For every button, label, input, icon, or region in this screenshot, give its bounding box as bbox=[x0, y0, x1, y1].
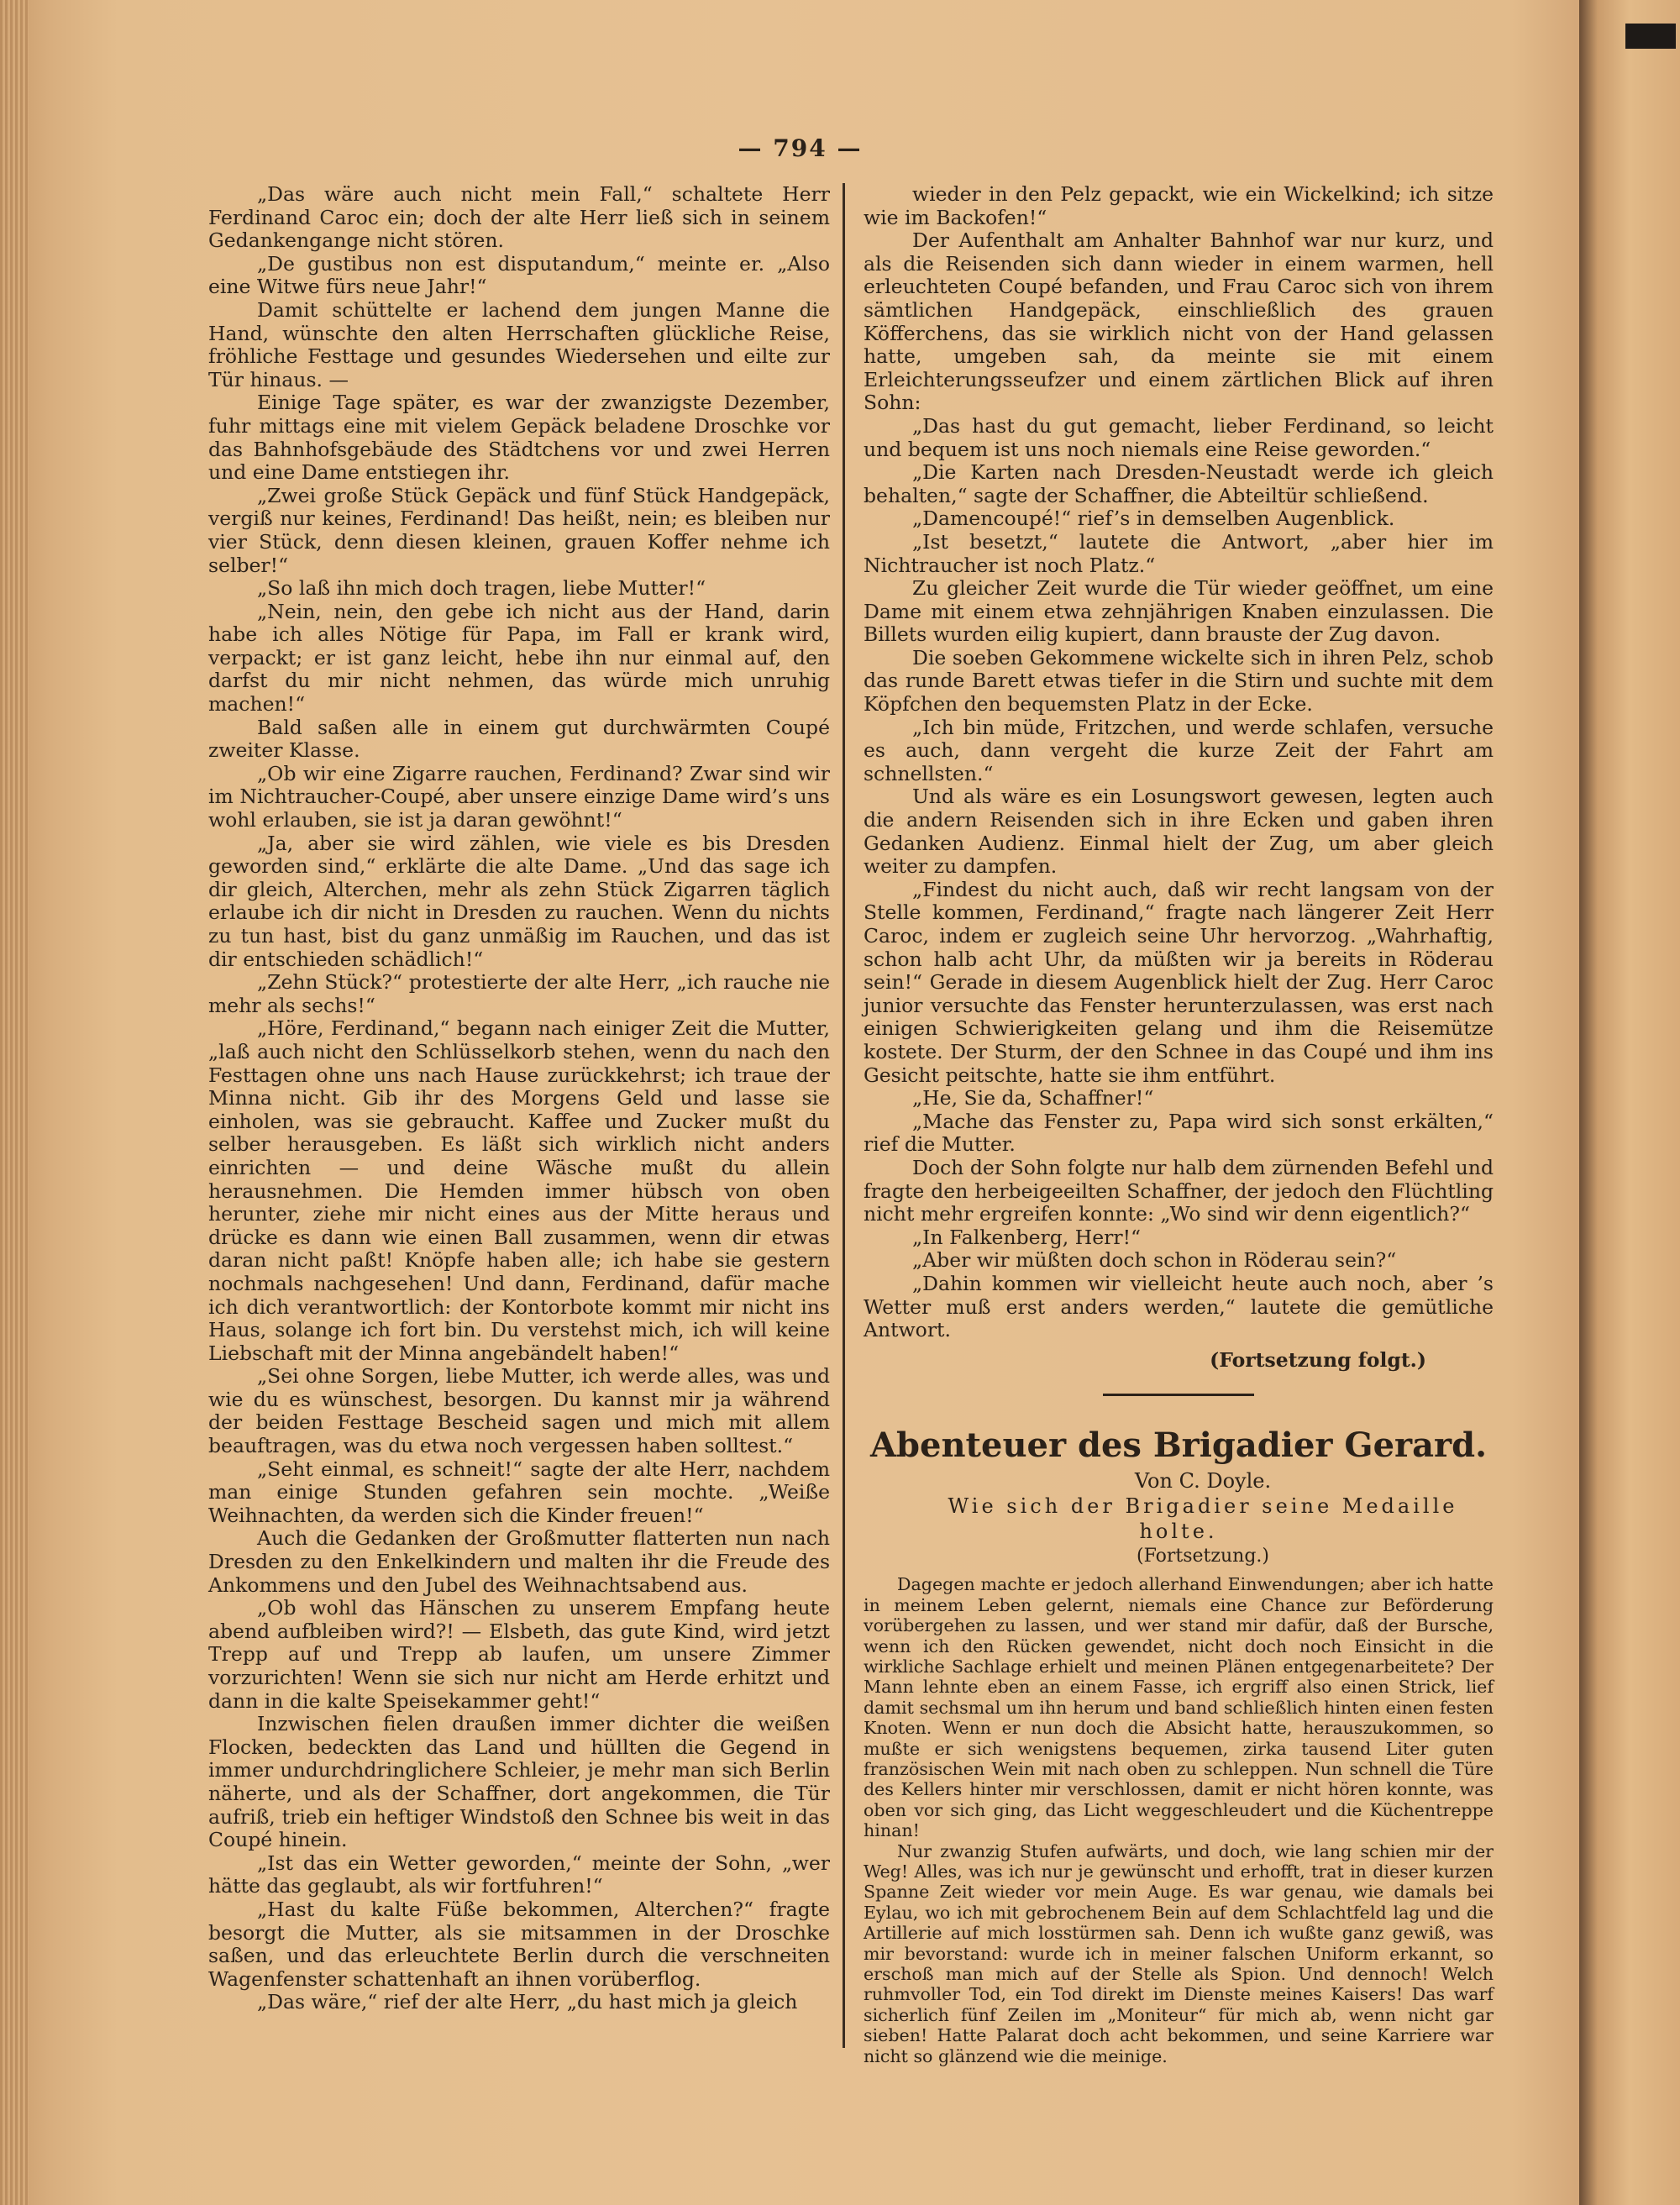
paragraph: „Findest du nicht auch, daß wir recht langsam von der Stelle kommen, Ferdinand,“ fragte nach längerer Zeit Herr Caroc, indem er zugleich seine Uhr hervorzog. „Wahrhaftig, schon halb acht Uhr, da müßten wir ja bereits in Röderau sein!“ Gerade in diesem Augenblick hielt der Zug. Herr Caroc junior versuchte das Fenster herunterzulassen, was erst nach einigen Schwierigkeiten gelang und ihm die Reisemütze kostete. Der Sturm, der den Schnee in das Coupé und ihm ins Gesicht peitschte, hatte sie ihm entführt. bbox=[864, 877, 1494, 1087]
book-page-edges-left bbox=[0, 0, 29, 2205]
scan-corner-mark bbox=[1625, 24, 1676, 49]
paragraph: Einige Tage später, es war der zwanzigste Dezember, fuhr mittags eine mit vielem Gepäck beladene Droschke vor das Bahnhofsgebäude des Städtchens vor und zwei Herren und eine Dame entstiegen ihr. bbox=[208, 391, 830, 485]
paragraph: Auch die Gedanken der Großmutter flatterten nun nach Dresden zu den Enkelkindern und malten ihr die Freude des Ankommens und den Jubel des Weihnachtsabend aus. bbox=[208, 1526, 830, 1597]
serial-continuation bbox=[864, 183, 1494, 1342]
paragraph: „Mache das Fenster zu, Papa wird sich sonst erkälten,“ rief die Mutter. bbox=[864, 1109, 1494, 1157]
paragraph: Zu gleicher Zeit wurde die Tür wieder geöffnet, um eine Dame mit einem etwa zehnjährigen Knaben einzulassen. Die Billets wurden eilig kupiert, dann brauste der Zug davon. bbox=[864, 576, 1494, 647]
paragraph: Die soeben Gekommene wickelte sich in ihren Pelz, schob das runde Barett etwas tiefer in die Stirn und suchte mit dem Köpfchen den bequemsten Platz in der Ecke. bbox=[864, 645, 1494, 717]
paragraph: „Höre, Ferdinand,“ begann nach einiger Zeit die Mutter, „laß auch nicht den Schlüsselkorb stehen, wenn du nach den Festtagen ohne uns nach Hause zurückkehrst; ich traue der Minna nicht. Gib ihr des Morgens Geld und lasse sie einholen, was sie gebraucht. Kaffee und Zucker mußt du selber herausgeben. Es läßt sich wirklich nicht anders einrichten — und deine Wäsche mußt du allein herausnehmen. Die Hemden immer hübsch von oben herunter, ziehe mir nicht eines aus der Mitte heraus und drücke es dann wie einen Ball zusammen, wenn dir etwas daran nicht paßt! Knöpfe haben alle; ich habe sie gestern nochmals nachgesehen! Und dann, Ferdinand, dafür mache ich dich verantwortlich: der Kontorbote kommt mir nicht ins Haus, solange ich fort bin. Du verstehst mich, ich will keine Liebschaft mit der Minna angebändelt haben!“ bbox=[208, 1016, 830, 1365]
paragraph: „Aber wir müßten doch schon in Röderau sein?“ bbox=[912, 1248, 1397, 1273]
book-spine-right bbox=[1579, 0, 1680, 2205]
paragraph: Der Aufenthalt am Anhalter Bahnhof war nur kurz, und als die Reisenden sich dann wieder in einem warmen, hell erleuchteten Coupé befanden, und Frau Caroc sich von ihrem sämtlichen Handgepäck, einschließlich des grauen Köfferchens, das sie wirklich nicht von der Hand gelassen hatte, umgeben sah, da meinte sie mit einem Erleichterungsseufzer und einem zärtlichen Blick auf ihren Sohn: bbox=[864, 228, 1494, 415]
left-column bbox=[208, 183, 830, 2014]
story-subtitle: Wie sich der Brigadier seine Medaille holte. bbox=[948, 1494, 1458, 1544]
continuation-note: (Fortsetzung folgt.) bbox=[1210, 1347, 1426, 1372]
paragraph: „Ob wohl das Hänschen zu unserem Empfang heute abend aufbleiben wird?! — Elsbeth, das gute Kind, wird jetzt Trepp auf und Trepp ab laufen, um unsere Zimmer vorzurichten! Wenn sie sich nur nicht am Herde erhitzt und dann in die kalte Speisekammer geht!“ bbox=[208, 1596, 830, 1713]
paragraph: wieder in den Pelz gepackt, wie ein Wickelkind; ich sitze wie im Backofen!“ bbox=[864, 182, 1494, 229]
paragraph: „Seht einmal, es schneit!“ sagte der alte Herr, nachdem man einige Stunden gefahren sein mochte. „Weiße Weihnachten, da werden sich die Kinder freuen!“ bbox=[208, 1457, 830, 1527]
paragraph: „Ob wir eine Zigarre rauchen, Ferdinand? Zwar sind wir im Nichtraucher-Coupé, aber unsere einzige Dame wird’s uns wohl erlauben, sie ist ja daran gewöhnt!“ bbox=[208, 761, 830, 832]
paragraph: „Ist besetzt,“ lautete die Antwort, „aber hier im Nichtraucher ist noch Platz.“ bbox=[864, 529, 1494, 577]
paragraph: „De gustibus non est disputandum,“ meinte er. „Also eine Witwe fürs neue Jahr!“ bbox=[208, 251, 830, 299]
paragraph: „Sei ohne Sorgen, liebe Mutter, ich werde alles, was und wie du es wünschest, besorgen. Du kannst mir ja während der beiden Festtage Bescheid sagen und mich mit allem beauftragen, was du etwa noch vergessen haben solltest.“ bbox=[208, 1364, 830, 1458]
paragraph: „Die Karten nach Dresden-Neustadt werde ich gleich behalten,“ sagte der Schaffner, die Abteiltür schließend. bbox=[864, 460, 1494, 507]
right-column bbox=[864, 183, 1494, 2066]
paragraph: „Dahin kommen wir vielleicht heute auch noch, aber ’s Wetter muß erst anders werden,“ lautete die gemütliche Antwort. bbox=[864, 1271, 1494, 1342]
column-rule bbox=[843, 183, 845, 2048]
paragraph: „Hast du kalte Füße bekommen, Alterchen?“ fragte besorgt die Mutter, als sie mitsammen in der Droschke saßen, und das erleuchtete Berlin durch die verschneiten Wagenfenster schattenhaft an ihnen vorüberflog. bbox=[208, 1897, 830, 1991]
paragraph: Doch der Sohn folgte nur halb dem zürnenden Befehl und fragte den herbeigeeilten Schaffner, der jedoch den Flüchtling nicht mehr ergreifen konnte: „Wo sind wir denn eigentlich?“ bbox=[864, 1155, 1494, 1226]
section-divider bbox=[1103, 1394, 1254, 1396]
paragraph: Inzwischen fielen draußen immer dichter die weißen Flocken, bedeckten das Land und hüllten die Gegend in immer undurchdringlichere Schleier, je mehr man sich Berlin näherte, und als der Schaffner, dort angekommen, die Tür aufriß, trieb ein heftiger Windstoß den Schnee bis weit in das Coupé hinein. bbox=[208, 1712, 830, 1852]
story-title: Abenteuer des Brigadier Gerard. bbox=[869, 1425, 1487, 1466]
paragraph: Damit schüttelte er lachend dem jungen Manne die Hand, wünschte den alten Herrschaften glückliche Reise, fröhliche Festtage und gesundes Wiedersehen und eilte zur Tür hinaus. — bbox=[208, 297, 830, 391]
paragraph: „Das wäre,“ rief der alte Herr, „du hast mich ja gleich bbox=[257, 1990, 798, 2014]
paragraph: „He, Sie da, Schaffner!“ bbox=[912, 1086, 1154, 1110]
paragraph: „In Falkenberg, Herr!“ bbox=[912, 1225, 1142, 1249]
page-number: — 794 — bbox=[738, 134, 863, 162]
paragraph: Bald saßen alle in einem gut durchwärmten Coupé zweiter Klasse. bbox=[208, 715, 830, 763]
paragraph: Nur zwanzig Stufen aufwärts, und doch, wie lang schien mir der Weg! Alles, was ich nur je gewünscht und erhofft, trat in dieser kurzen Spanne Zeit wieder vor mein Auge. Es war genau, wie damals bei Eylau, wo ich mit gebrochenem Bein auf dem Schlachtfeld lag und die Artillerie auf mich losstürmen sah. Denn ich wußte ganz gewiß, was mir bevorstand: wurde ich in meiner falschen Uniform erkannt, so erschoß man mich auf der Stelle als Spion. Und dennoch! Welch ruhmvoller Tod, ein Tod direkt im Dienste meines Kaisers! Das warf sicherlich fünf Zeilen im „Moniteur“ für mich ab, wenn nicht gar sieben! Hatte Palarat doch acht bekommen, und seine Karriere war nicht so glänzend wie die meinige. bbox=[864, 1840, 1494, 2066]
paragraph: „Ja, aber sie wird zählen, wie viele es bis Dresden geworden sind,“ erklärte die alte Dame. „Und das sage ich dir gleich, Alterchen, mehr als zehn Stück Zigarren täglich erlaube ich dir nicht in Dresden zu rauchen. Wenn du nichts zu tun hast, bist du ganz unmäßig im Rauchen, und das ist dir entschieden schädlich!“ bbox=[208, 831, 830, 971]
paragraph: „Zwei große Stück Gepäck und fünf Stück Handgepäck, vergiß nur keines, Ferdinand! Das heißt, nein; es bleiben nur vier Stück, denn diesen kleinen, grauen Koffer nehme ich selber!“ bbox=[208, 483, 830, 577]
paragraph: „Damencoupé!“ rief’s in demselben Augenblick. bbox=[912, 507, 1395, 531]
paragraph: „Zehn Stück?“ protestierte der alte Herr, „ich rauche nie mehr als sechs!“ bbox=[208, 970, 830, 1017]
paragraph: Dagegen machte er jedoch allerhand Einwendungen; aber ich hatte in meinem Leben gelernt, niemals eine Chance zur Beförderung vorübergehen zu lassen, und wer stand mir dafür, daß der Bursche, wenn ich den Rücken gewendet, nicht doch noch Einsicht in die wirkliche Sachlage erhielt und meinen Plänen entgegenarbeitete? Der Mann lehnte eben an einem Fasse, ich ergriff also einen Strick, lief damit sechsmal um ihn herum und band schließlich hinten einen festen Knoten. Wenn er nun doch die Absicht hatte, herauszukommen, so mußte er sich wenigstens bequemen, zirka tausend Liter guten französischen Wein mit nach oben zu schleppen. Nun schnell die Türe des Kellers hinter mir verschlossen, damit er nicht hören konnte, was oben vor sich ging, das Licht weggeschleudert und die Küchentreppe hinan! bbox=[864, 1574, 1494, 1841]
paragraph: „Nein, nein, den gebe ich nicht aus der Hand, darin habe ich alles Nötige für Papa, im Fall er krank wird, verpackt; er ist ganz leicht, hebe ihn nur einmal auf, den darfst du mir nicht nehmen, das würde mich unruhig machen!“ bbox=[208, 599, 830, 717]
paragraph: Und als wäre es ein Losungswort gewesen, legten auch die andern Reisenden sich in ihre Ecken und gaben ihren Gedanken Audienz. Einmal hielt der Zug, um aber gleich weiter zu dampfen. bbox=[864, 785, 1494, 879]
story-author: Von C. Doyle. bbox=[1134, 1469, 1272, 1494]
paragraph: „Das hast du gut gemacht, lieber Ferdinand, so leicht und bequem ist uns noch niemals eine Reise geworden.“ bbox=[864, 413, 1494, 461]
paragraph: „Ich bin müde, Fritzchen, und werde schlafen, versuche es auch, dann vergeht die kurze Zeit der Fahrt am schnellsten.“ bbox=[864, 715, 1494, 785]
story-body bbox=[864, 1574, 1494, 2066]
paragraph: „Ist das ein Wetter geworden,“ meinte der Sohn, „wer hätte das geglaubt, als wir fortfuhren!“ bbox=[208, 1851, 830, 1898]
story-continued-note: (Fortsetzung.) bbox=[1137, 1546, 1269, 1567]
paragraph: „Das wäre auch nicht mein Fall,“ schaltete Herr Ferdinand Caroc ein; doch der alte Herr ließ sich in seinem Gedankengange nicht stören. bbox=[208, 182, 830, 253]
paragraph: „So laß ihn mich doch tragen, liebe Mutter!“ bbox=[257, 576, 706, 601]
